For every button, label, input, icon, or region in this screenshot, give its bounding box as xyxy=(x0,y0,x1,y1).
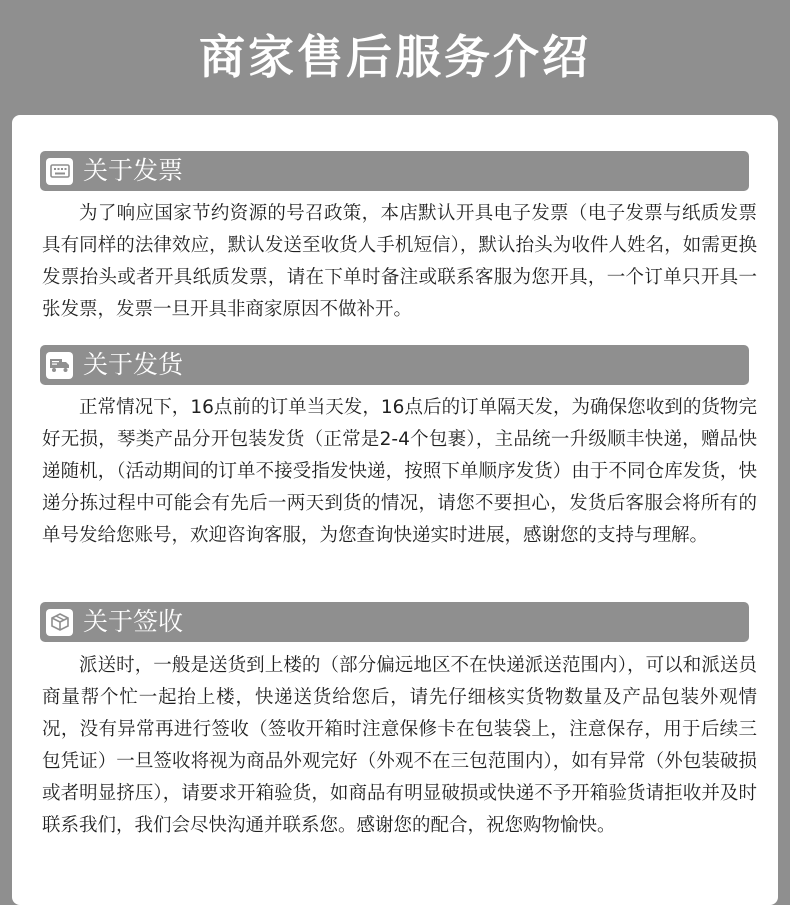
keyboard-icon xyxy=(46,158,73,185)
section-header-invoice xyxy=(40,151,749,191)
section-body-invoice: 为了响应国家节约资源的号召政策，本店默认开具电子发票（电子发票与纸质发票具有同样的法律效应，默认发送至收货人手机短信），默认抬头为收件人姓名，如需更换发票抬头或者开具纸质发票，请在下单时备注或联系客服为您开具，一个订单只开具一张发票，发票一旦开具非商家原因不做补开。 xyxy=(42,203,757,320)
section-header-shipping xyxy=(40,345,749,385)
package-icon xyxy=(46,609,73,636)
section-title-receipt: 关于签收 xyxy=(83,607,184,636)
section-body-receipt: 派送时，一般是送货到上楼的（部分偏远地区不在快递派送范围内），可以和派送员商量帮个忙一起抬上楼，快递送货给您后，请先仔细核实货物数量及产品包装外观情况，没有异常再进行签收（签收开箱时注意保修卡在包装袋上，注意保存，用于后续三包凭证）一旦签收将视为商品外观完好（外观不在三包范围内），如有异常（外包装破损或者明显挤压），请要求开箱验货，如商品有明显破损或快递不予开箱验货请拒收并及时联系我们，我们会尽快沟通并联系您。感谢您的配合，祝您购物愉快。 xyxy=(42,655,757,836)
section-header-receipt xyxy=(40,602,749,642)
truck-icon xyxy=(46,352,73,379)
page-title: 商家售后服务介绍 xyxy=(199,30,591,84)
section-title-shipping: 关于发货 xyxy=(83,350,184,379)
section-title-invoice: 关于发票 xyxy=(83,156,184,185)
section-body-shipping: 正常情况下，16点前的订单当天发，16点后的订单隔天发，为确保您收到的货物完好无损，琴类产品分开包装发货（正常是2-4个包裹），主品统一升级顺丰快递，赠品快递随机，（活动期间的订单不接受指发快递，按照下单顺序发货）由于不同仓库发货，快递分拣过程中可能会有先后一两天到货的情况，请您不要担心，发货后客服会将所有的单号发给您账号，欢迎咨询客服，为您查询快递实时进展，感谢您的支持与理解。 xyxy=(42,397,757,546)
